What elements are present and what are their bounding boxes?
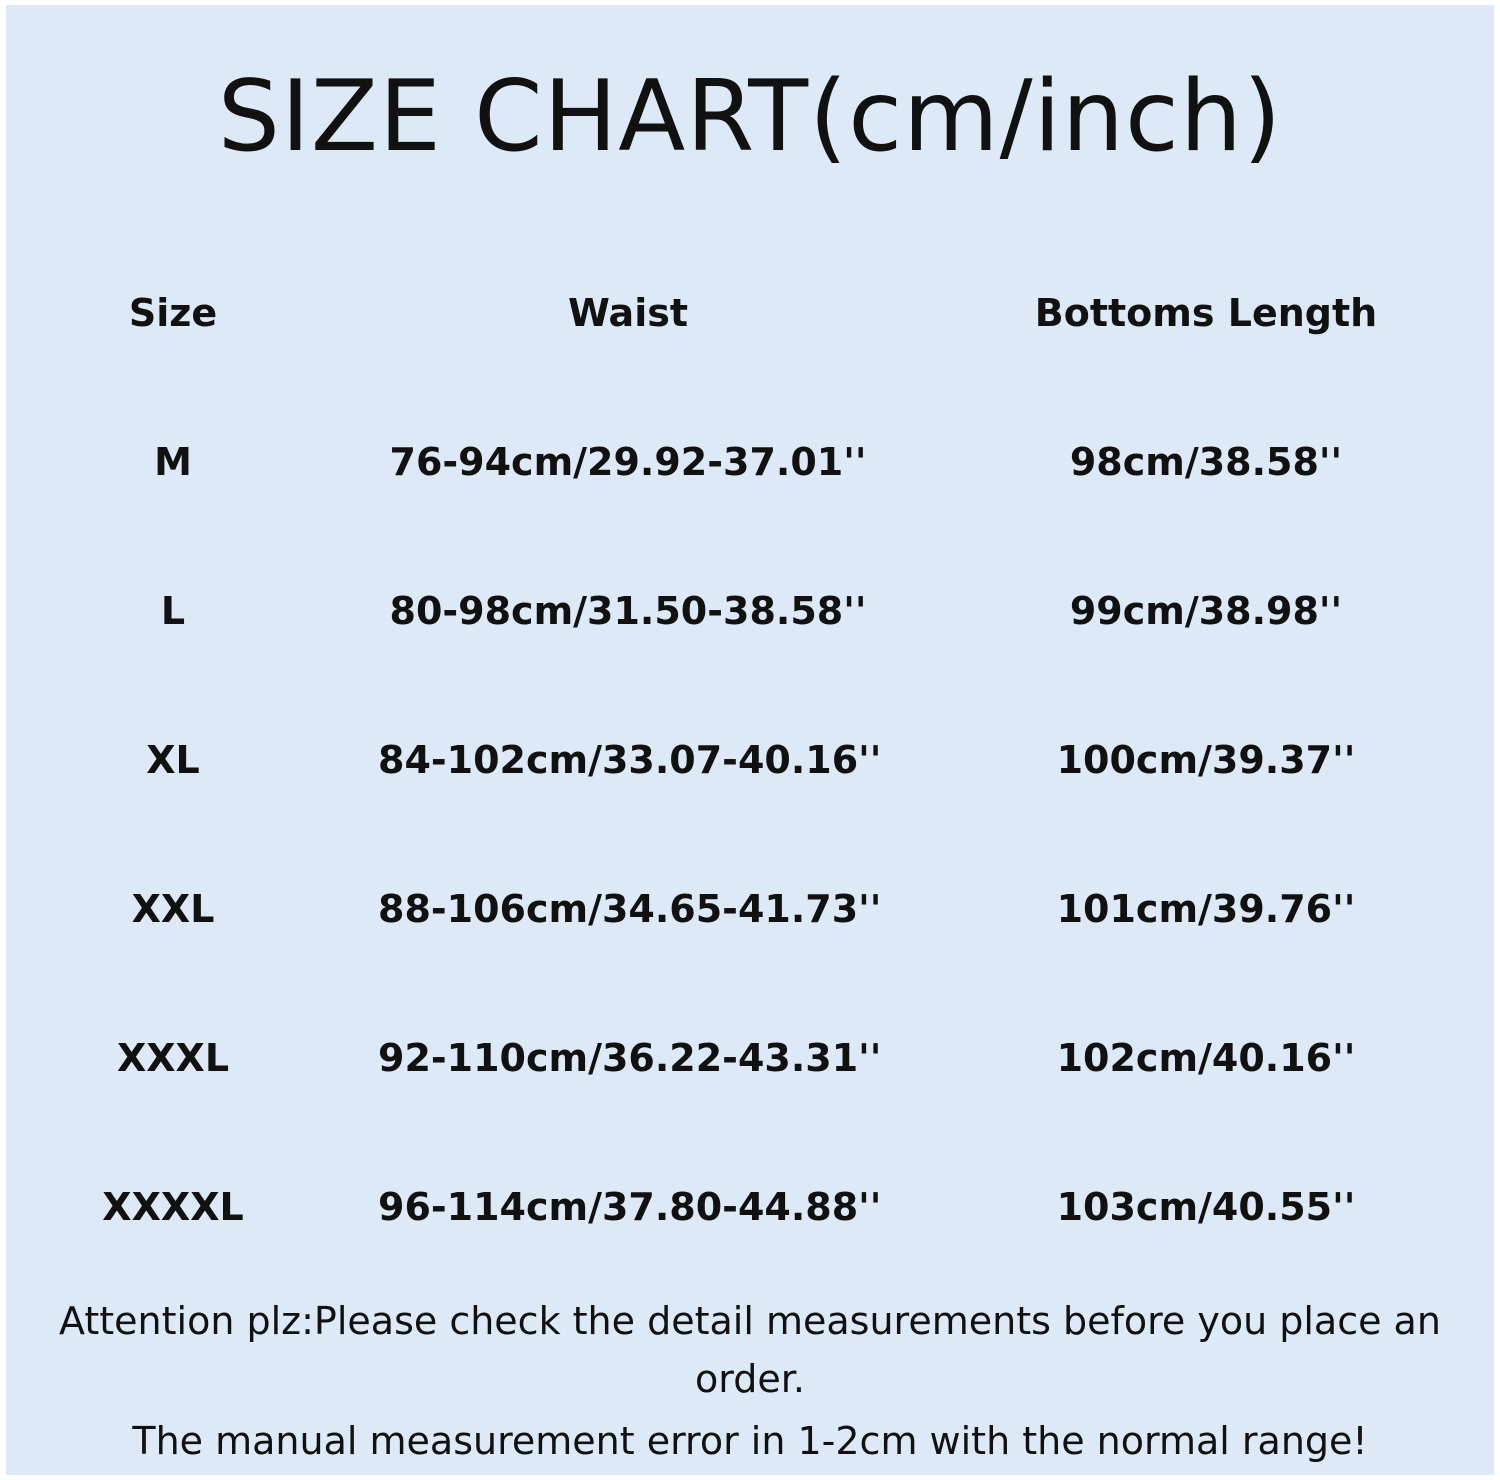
row-waist: 80-98cm/31.50-38.58'' xyxy=(389,589,867,633)
header-waist: Waist xyxy=(567,291,688,335)
row-size: M xyxy=(154,440,192,484)
row-waist: 88-106cm/34.65-41.73'' xyxy=(378,887,882,931)
row-size: XXL xyxy=(131,887,215,931)
row-length: 100cm/39.37'' xyxy=(1056,738,1356,782)
header-bottoms-length: Bottoms Length xyxy=(1034,291,1378,335)
row-size: XL xyxy=(146,738,200,782)
row-waist: 92-110cm/36.22-43.31'' xyxy=(378,1036,882,1080)
row-length: 99cm/38.98'' xyxy=(1069,589,1343,633)
row-waist: 76-94cm/29.92-37.01'' xyxy=(389,440,867,484)
row-size: XXXXL xyxy=(102,1185,244,1229)
row-waist: 84-102cm/33.07-40.16'' xyxy=(378,738,882,782)
attention-note: Attention plz:Please check the detail measurements before you place an order. xyxy=(59,1299,1441,1401)
row-length: 102cm/40.16'' xyxy=(1056,1036,1356,1080)
measurement-error-note: The manual measurement error in 1-2cm with the normal range! xyxy=(132,1419,1368,1463)
row-length: 101cm/39.76'' xyxy=(1056,887,1356,931)
row-length: 98cm/38.58'' xyxy=(1069,440,1343,484)
row-waist: 96-114cm/37.80-44.88'' xyxy=(378,1185,882,1229)
row-size: XXXL xyxy=(116,1036,230,1080)
row-length: 103cm/40.55'' xyxy=(1056,1185,1356,1229)
row-size: L xyxy=(160,589,186,633)
header-size: Size xyxy=(128,291,218,335)
size-chart-title: SIZE CHART(cm/inch) xyxy=(217,60,1283,174)
